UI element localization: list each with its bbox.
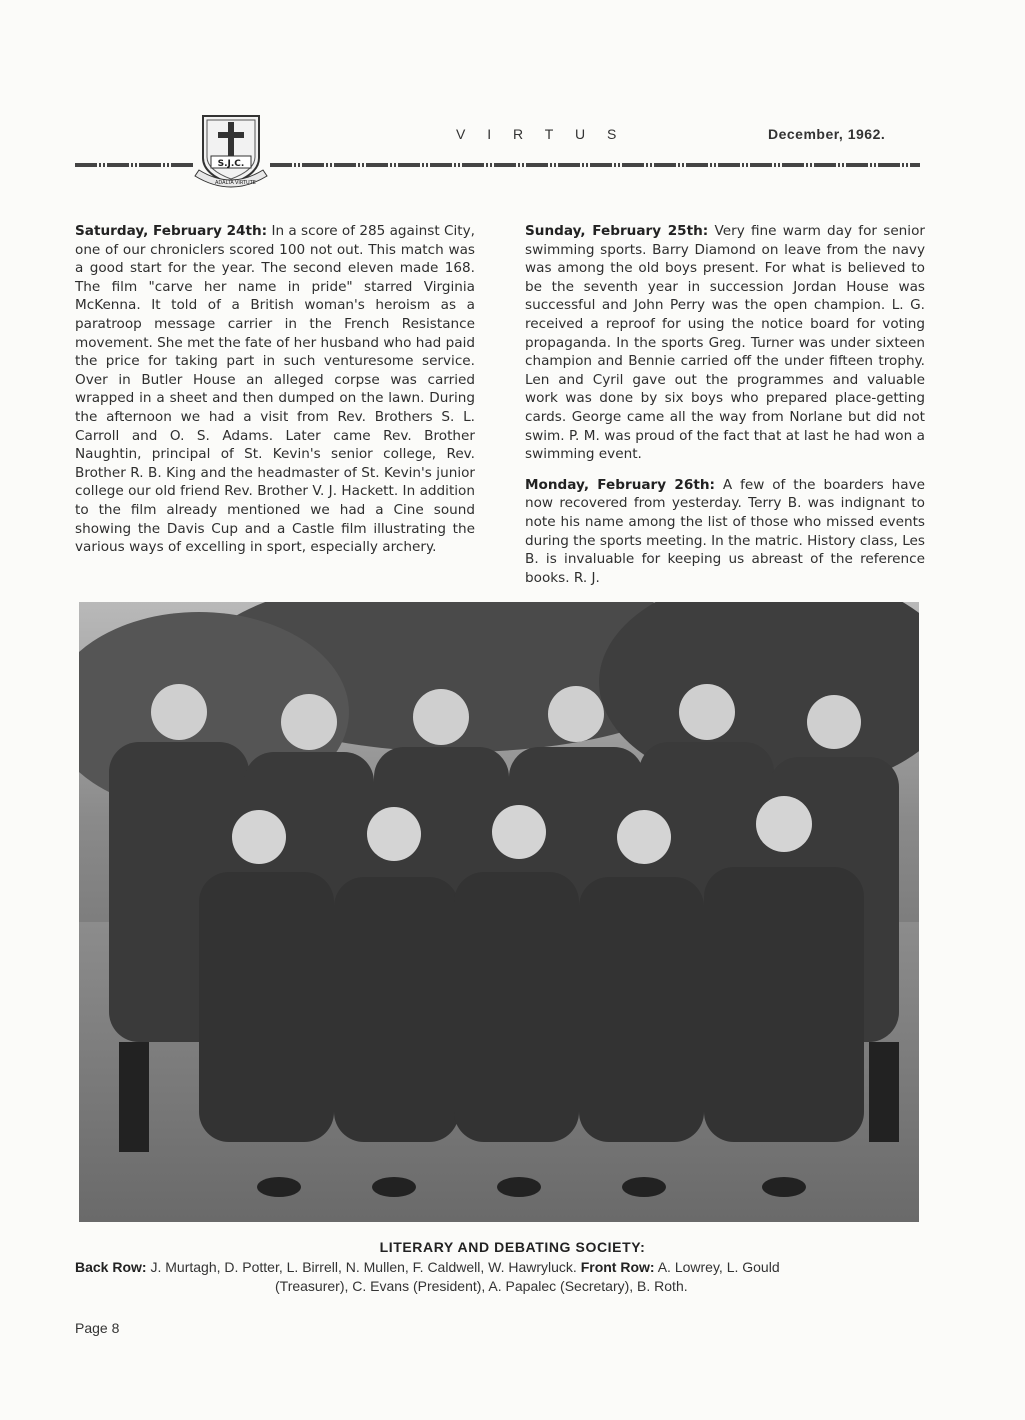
- svg-text:S.J.C.: S.J.C.: [217, 159, 245, 169]
- header-rule-left: [75, 163, 195, 167]
- page-header: [0, 0, 1025, 200]
- masthead-title: V I R T U S: [456, 126, 626, 142]
- entry-heading: Saturday, February 24th:: [75, 223, 268, 239]
- photo-caption: [75, 1258, 935, 1296]
- caption-title: LITERARY AND DEBATING SOCIETY:: [379, 1239, 646, 1255]
- entry-heading: Monday, February 26th:: [525, 476, 715, 493]
- diary-entry-feb-26: [525, 476, 925, 588]
- entry-heading: Sunday, February 25th:: [525, 223, 709, 239]
- front-row-names-continued: (Treasurer), C. Evans (President), A. Papalec (Secretary), B. Roth.: [275, 1278, 688, 1294]
- diary-entry-feb-25: [525, 222, 925, 464]
- left-column: [75, 222, 475, 569]
- issue-date: December, 1962.: [768, 126, 886, 142]
- svg-text:ADALTA: ADALTA: [215, 180, 234, 186]
- entry-text: Very fine warm day for senior swimming sports. Barry Diamond on leave from the navy was among the old boys present. For what is believed to be the seventh year in succession Jordan House was successful and John Perry was the open champion. L. G. received a reproof for using the notice board for voting propaganda. In the sports Greg. Turner was under sixteen champion and Bennie carried off the under fifteen trophy. Len and Cyril gave out the programmes and valuable work was done by six boys who prepared place-getting cards. George came all the way from Norlane but did not swim. P. M. was proud of the fact that at last he had won a swimming event.: [525, 223, 925, 463]
- group-photo: [79, 602, 919, 1222]
- diary-entry-feb-24: [75, 222, 475, 557]
- right-column: [525, 222, 925, 599]
- svg-text:VIRTUTE: VIRTUTE: [235, 180, 256, 186]
- entry-text: In a score of 285 against City, one of our chroniclers scored 100 not out. This match was a good start for the year. The second eleven made 168. The film "carve her name in pride" starred Virginia McKenna. It told of a British woman's heroism as a paratroop message carrier in the French Resistance movement. She met the fate of her husband who had paid the price for taking part in such venturesome service. Over in Butler House an alleged corpse was carried wrapped in a sheet and then dumped on the lawn. During the afternoon we had a visit from Rev. Brothers S. L. Carroll and O. S. Adams. Later came Rev. Brother Naughtin, principal of St. Kevin's senior college, Rev. Brother R. B. King and the headmaster of St. Kevin's junior college our old friend Rev. Brother V. J. Hackett. In addition to the film already mentioned we had a Cine sound showing the Davis Cup and a Castle film illustrating the various ways of excelling in sport, especially archery.: [75, 223, 475, 556]
- front-row-names: A. Lowrey, L. Gould: [657, 1259, 780, 1275]
- back-row-label: Back Row:: [75, 1259, 147, 1275]
- header-rule-right: [270, 163, 920, 167]
- school-crest-logo: [193, 112, 269, 192]
- back-row-names: J. Murtagh, D. Potter, L. Birrell, N. Mullen, F. Caldwell, W. Hawryluck.: [150, 1259, 577, 1275]
- page-number: Page 8: [75, 1320, 120, 1336]
- group-photo-image: [79, 602, 919, 1222]
- entry-text: A few of the boarders have now recovered from yesterday. Terry B. was indignant to note his name among the list of those who missed events during the sports meeting. In the matric. History class, Les B. is invaluable for keeping us abreast of the reference books. R. J.: [525, 476, 925, 586]
- front-row-label: Front Row:: [580, 1259, 655, 1275]
